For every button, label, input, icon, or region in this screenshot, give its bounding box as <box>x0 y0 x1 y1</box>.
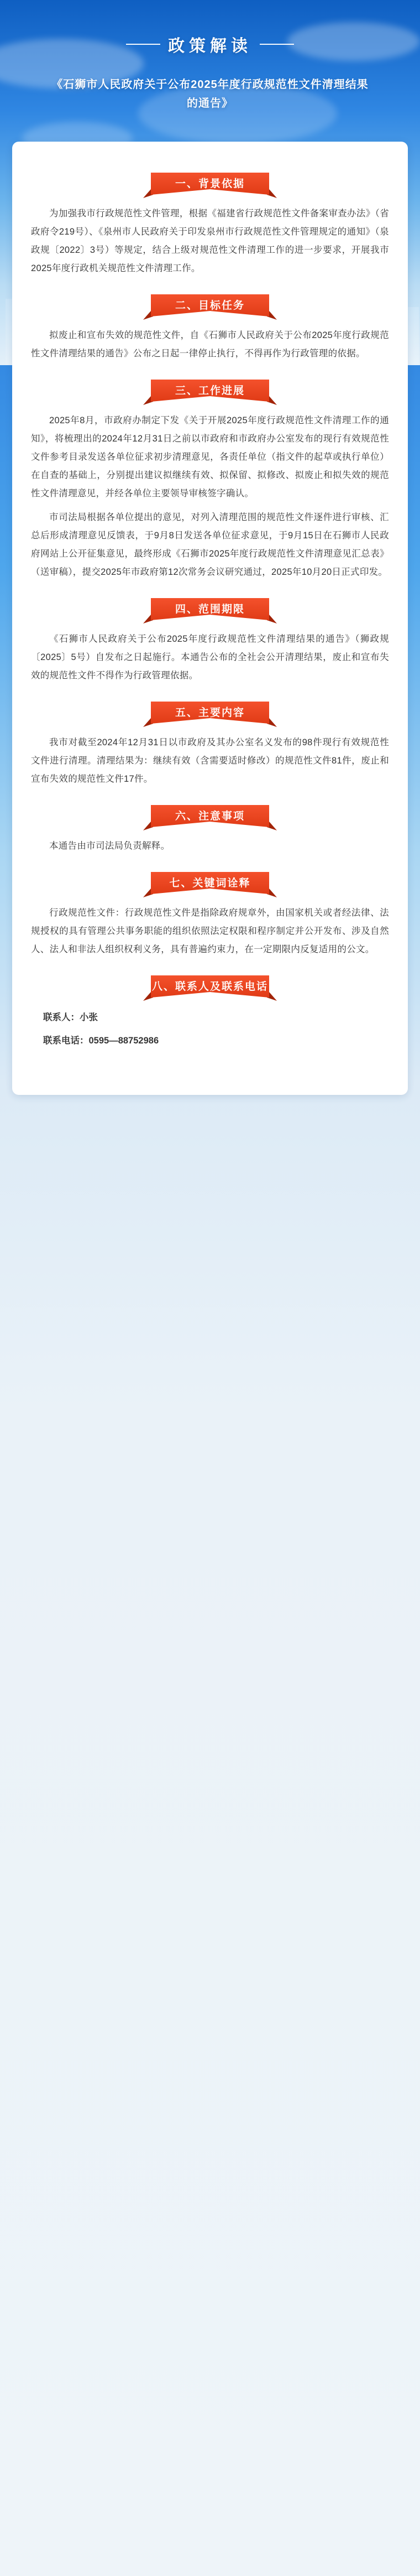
section-banner-5 <box>151 702 269 724</box>
section-title: 一、背景依据 <box>175 178 245 190</box>
section-title: 八、联系人及联系电话 <box>151 980 268 993</box>
section-paragraph: 《石狮市人民政府关于公布2025年度行政规范性文件清理结果的通告》（狮政规〔2025〕5号）自发布之日起施行。本通告公布的全社会公开清理结果，废止和宣布失效的规范性文件不得作为行政管理依据。 <box>31 634 389 681</box>
contact-person: 联系人：小张 <box>43 1012 98 1022</box>
section-title: 二、目标任务 <box>175 299 245 311</box>
section-banner-6 <box>151 805 269 827</box>
section-paragraph: 本通告由市司法局负责解释。 <box>49 841 170 851</box>
header-rule-left <box>126 44 160 45</box>
header-badge <box>0 32 420 56</box>
page-title: 《石狮市人民政府关于公布2025年度行政规范性文件清理结果的通告》 <box>51 79 369 110</box>
section-paragraph: 我市对截至2024年12月31日以市政府及其办公室名义发布的98件现行有效规范性文件进行清理。清理结果为：继续有效（含需要适时修改）的规范性文件81件，废止和宣布失效的规范性文件17件。 <box>31 738 389 784</box>
card-bottom-space <box>12 1051 408 1073</box>
section-title: 五、主要内容 <box>175 707 245 719</box>
header-rule-right <box>260 44 294 45</box>
section-banner-4 <box>151 598 269 620</box>
section-title: 四、范围期限 <box>175 603 245 615</box>
section-paragraph: 行政规范性文件：行政规范性文件是指除政府规章外，由国家机关或者经法律、法规授权的具有管理公共事务职能的组织依照法定权限和程序制定并公开发布、涉及自然人、法人和非法人组织权利义务，具有普遍约束力，在一定期限内反复适用的公文。 <box>31 908 389 954</box>
section-paragraph: 2025年8月，市政府办制定下发《关于开展2025年度行政规范性文件清理工作的通知》，将梳理出的2024年12月31日之前以市政府和市政府办公室发布的现行有效规范性文件参考目录发送各单位征求初步清理意见，各责任单位（指文件的起草或执行单位）在自查的基础上，分别提出建议拟继续有效、拟保留、拟修改、拟废止和拟失效的规范性文件清理意见，并经各单位主要领导审核签字确认。 <box>31 416 389 498</box>
section-banner-8 <box>151 975 269 998</box>
section-banner-7 <box>151 872 269 894</box>
header-badge-label: 政策解读 <box>168 37 252 55</box>
section-paragraph: 为加强我市行政规范性文件管理，根据《福建省行政规范性文件备案审查办法》（省政府令219号）、《泉州市人民政府关于印发泉州市行政规范性文件管理规定的通知》（泉政规〔2022〕3号）等规定，结合上级对规范性文件清理工作的进一步要求，开展我市2025年度行政机关规范性文件清理工作。 <box>31 209 389 273</box>
section-title: 三、工作进展 <box>175 385 245 397</box>
section-paragraph: 拟废止和宣布失效的规范性文件，自《石狮市人民政府关于公布2025年度行政规范性文件清理结果的通告》公布之日起一律停止执行，不得再作为行政管理的依据。 <box>31 330 389 359</box>
header <box>0 0 420 113</box>
section-banner-3 <box>151 380 269 402</box>
section-paragraph: 市司法局根据各单位提出的意见，对列入清理范围的规范性文件逐件进行审核、汇总后形成清理意见反馈表，于9月8日发送各单位征求意见，于9月15日在石狮市人民政府网站上公开征集意见，最终形成《石狮市2025年度行政规范性文件清理意见汇总表》（送审稿），提交2025年市政府第12次常务会议研究通过，2025年10月20日正式印发。 <box>31 512 389 577</box>
section-banner-2 <box>151 294 269 316</box>
section-title: 六、注意事项 <box>175 810 245 822</box>
section-title: 七、关键词诠释 <box>169 877 251 889</box>
contact-phone: 联系电话：0595—88752986 <box>43 1036 159 1046</box>
section-banner-1 <box>151 173 269 195</box>
content-card <box>12 142 408 1095</box>
